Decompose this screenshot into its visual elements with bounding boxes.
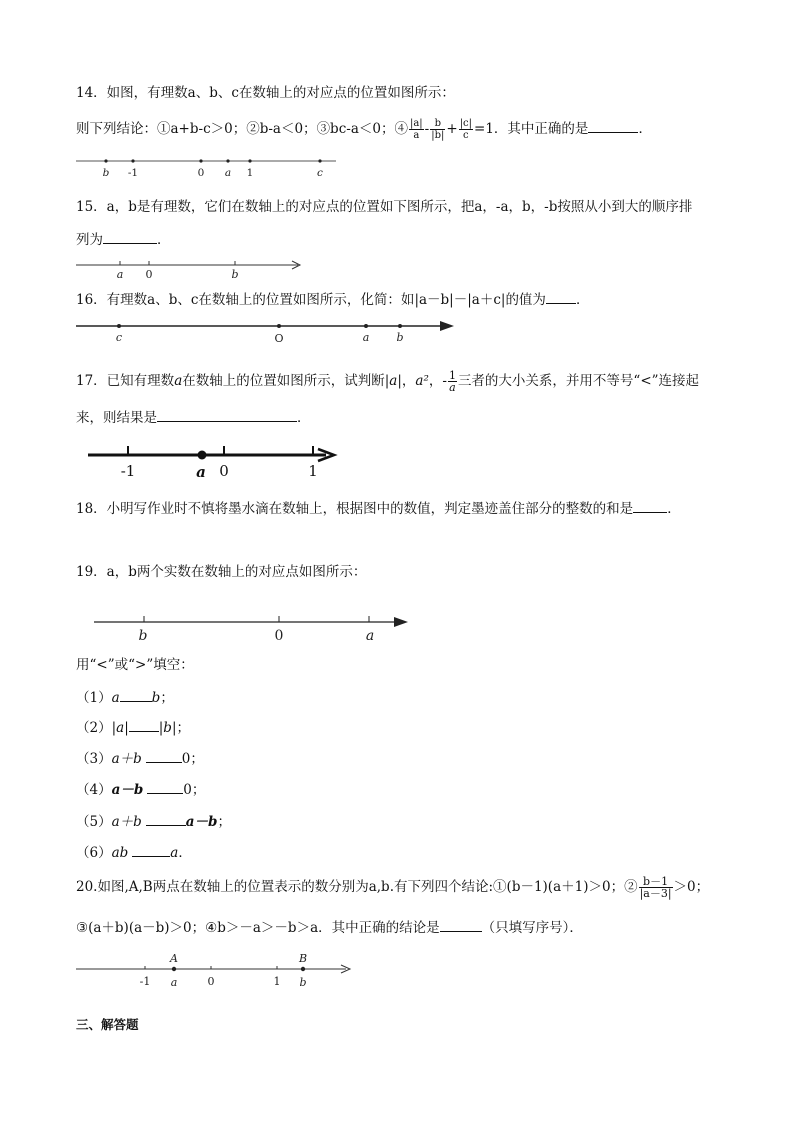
q20-stem-2: [76, 918, 583, 937]
q17-a-squared: a²: [415, 373, 429, 389]
q18-end: ．: [667, 501, 681, 517]
q16-end: ．: [575, 292, 590, 308]
q14-conclusion-1: ①a+b-c＞0；: [157, 121, 247, 137]
q19-blank-4[interactable]: [147, 780, 183, 794]
q16-label-a: a: [362, 331, 370, 344]
q15-label-b: b: [231, 268, 239, 281]
q17-stem: [76, 370, 699, 393]
q20-conclusion-1: ①(b－1)(a＋1)＞0；: [493, 879, 625, 895]
q14-prefix: 则下列结论：: [76, 121, 157, 137]
q20-label-B: B: [298, 952, 308, 965]
q19-item-left: |a|: [111, 720, 129, 736]
q19-item-end: ；: [191, 782, 206, 798]
q17-comma: ，: [401, 373, 416, 389]
q19-blank-2[interactable]: [129, 718, 159, 732]
q16-suffix: 的值为: [505, 292, 546, 308]
q19-item-left: a＋b: [111, 751, 142, 767]
q20-fraction: $\frac{b-1}{|a-3|}$: [639, 875, 672, 900]
q20-label-neg1: -1: [139, 975, 151, 988]
q17-middle: 在数轴上的位置如图所示，试判断: [182, 373, 385, 389]
q14-tail: =1．其中正确的是: [474, 121, 589, 137]
q19-stem: 19．a，b两个实数在数轴上的对应点如图所示：: [76, 564, 367, 580]
q19-item-left: a－b: [111, 782, 144, 798]
q14-fraction-2: $\frac{b}{|b|}$: [431, 118, 445, 141]
q19-item-left: a＋b: [111, 814, 142, 830]
q16-label-b: b: [396, 331, 404, 344]
q19-item-end: ．: [178, 845, 192, 861]
q17-end: ．: [297, 410, 311, 426]
q14-label-0: 0: [197, 167, 205, 179]
q20-label-0: 0: [207, 975, 215, 988]
q17-label-0: 0: [219, 462, 229, 480]
q19-item-3: [76, 749, 204, 768]
q19-item-num: （5）: [76, 814, 112, 830]
q19-item-4: [76, 780, 205, 799]
q20-prefix: 20.如图,A,B两点在数轴上的位置表示的数分别为a,b.有下列四个结论:: [76, 879, 494, 895]
q19-blank-1[interactable]: [120, 688, 152, 702]
q14-stem: 14．如图，有理数a、b、c在数轴上的对应点的位置如图所示：: [76, 85, 455, 101]
q19-item-left: a: [111, 690, 120, 706]
q14-conclusions: [76, 118, 652, 141]
q18-text: 18．小明写作业时不慎将墨水滴在数轴上，根据图中的数值，判定墨迹盖住部分的整数的和是: [76, 501, 634, 517]
q14-conclusion-4-label: ④: [394, 121, 408, 137]
q19-instruction: 用“<”或“>”填空：: [76, 657, 194, 673]
q19-item-right: |b|: [158, 720, 177, 736]
q14-answer-blank[interactable]: [588, 119, 638, 133]
q19-item-right: 0: [181, 751, 191, 767]
q19-item-right: a－b: [185, 814, 218, 830]
q14-minus: -: [424, 121, 430, 137]
q14-label-neg1: -1: [127, 167, 139, 179]
q20-label-1: 1: [273, 975, 281, 988]
q14-fraction-1: $\frac{|a|}{a}$: [409, 118, 423, 141]
q19-item-num: （3）: [76, 751, 112, 767]
q17-abs-a: |a|: [384, 373, 402, 389]
q19-blank-6[interactable]: [132, 843, 170, 857]
q14-conclusion-2: ②b-a＜0；: [246, 121, 317, 137]
q19-item-right: b: [151, 690, 161, 706]
q17-prefix-2: 来，则结果是: [76, 410, 157, 426]
q17-label-1: 1: [308, 462, 318, 480]
q20-conclusion-3: ③(a＋b)(a－b)＞0；: [76, 920, 206, 936]
q19-item-right: 0: [183, 782, 192, 798]
q20-label-A: A: [170, 952, 178, 965]
q18-answer-blank[interactable]: [633, 499, 667, 513]
q14-plus: +: [446, 121, 458, 137]
q19-item-num: （4）: [76, 782, 112, 798]
q15-stem: 15．a，b是有理数，它们在数轴上的对应点的位置如下图所示，把a，-a，b，-b按照从小到大的顺序排: [76, 199, 693, 215]
q20-stem: [76, 876, 709, 899]
q19-item-end: ；: [176, 720, 190, 736]
q20-answer-blank[interactable]: [440, 918, 482, 932]
q15-answer-blank[interactable]: [103, 230, 157, 244]
q14-label-b: b: [102, 167, 110, 179]
q16-expression: |a－b|－|a＋c|: [414, 292, 506, 308]
q14-conclusion-3: ③bc-a＜0；: [316, 121, 395, 137]
q16-prefix: 16．有理数a、b、c在数轴上的位置如图所示，化简：如: [76, 292, 415, 308]
q17-answer-blank[interactable]: [157, 408, 297, 422]
q19-blank-5[interactable]: [146, 812, 186, 826]
q15-stem-2: [76, 230, 171, 249]
section-title: 三、解答题: [76, 1017, 139, 1032]
q20-conclusion-4: ④b＞－a＞－b＞a．其中正确的结论是: [205, 920, 440, 936]
q20-label-a: a: [170, 976, 178, 989]
q17-prefix: 17．已知有理数: [76, 373, 175, 389]
q19-item-end: ；: [190, 751, 204, 767]
q19-item-left: ab: [111, 845, 129, 861]
q20-conclusion-2-tail: ＞0；: [673, 879, 710, 895]
q17-label-a: a: [196, 463, 206, 481]
q17-var-a: a: [174, 373, 183, 389]
q19-item-end: ；: [160, 690, 174, 706]
q17-neg: ，-: [428, 373, 447, 389]
q19-item-2: [76, 718, 190, 737]
q14-fraction-3: $\frac{|c|}{c}$: [459, 118, 473, 141]
q16-answer-blank[interactable]: [546, 290, 576, 304]
q15-end: ．: [157, 232, 171, 248]
q19-item-num: （6）: [76, 845, 112, 861]
q20-tail: （只填写序号）．: [481, 920, 583, 936]
q17-stem-2: [76, 408, 311, 427]
q19-item-6: [76, 843, 192, 862]
q16-label-c: c: [115, 331, 123, 344]
q18-stem: [76, 499, 681, 518]
q20-label-b: b: [299, 976, 307, 989]
q17-suffix: 三者的大小关系，并用不等号“<”连接起: [457, 373, 700, 389]
q17-fraction: $\frac{1}{a}$: [448, 369, 456, 394]
q19-blank-3[interactable]: [146, 749, 182, 763]
q19-item-5: [76, 812, 231, 831]
q14-label-a: a: [224, 167, 232, 179]
q17-label-neg1: -1: [120, 462, 136, 480]
q20-conclusion-2-label: ②: [624, 879, 638, 895]
q19-label-b: b: [138, 628, 148, 644]
q15-prefix: 列为: [76, 232, 103, 248]
q19-item-num: （2）: [76, 720, 112, 736]
q19-item-end: ；: [217, 814, 231, 830]
q19-item-num: （1）: [76, 690, 112, 706]
q19-label-0: 0: [274, 628, 284, 644]
q19-label-a: a: [365, 628, 375, 644]
q19-item-right: a: [170, 845, 179, 861]
q14-end: ．: [638, 121, 652, 137]
q19-item-1: [76, 688, 174, 707]
q16-stem: [76, 290, 589, 309]
q14-label-1: 1: [246, 167, 254, 179]
q15-label-0: 0: [145, 268, 153, 281]
q16-label-origin: O: [274, 332, 284, 345]
q14-label-c: c: [317, 167, 323, 179]
q15-label-a: a: [116, 268, 124, 281]
